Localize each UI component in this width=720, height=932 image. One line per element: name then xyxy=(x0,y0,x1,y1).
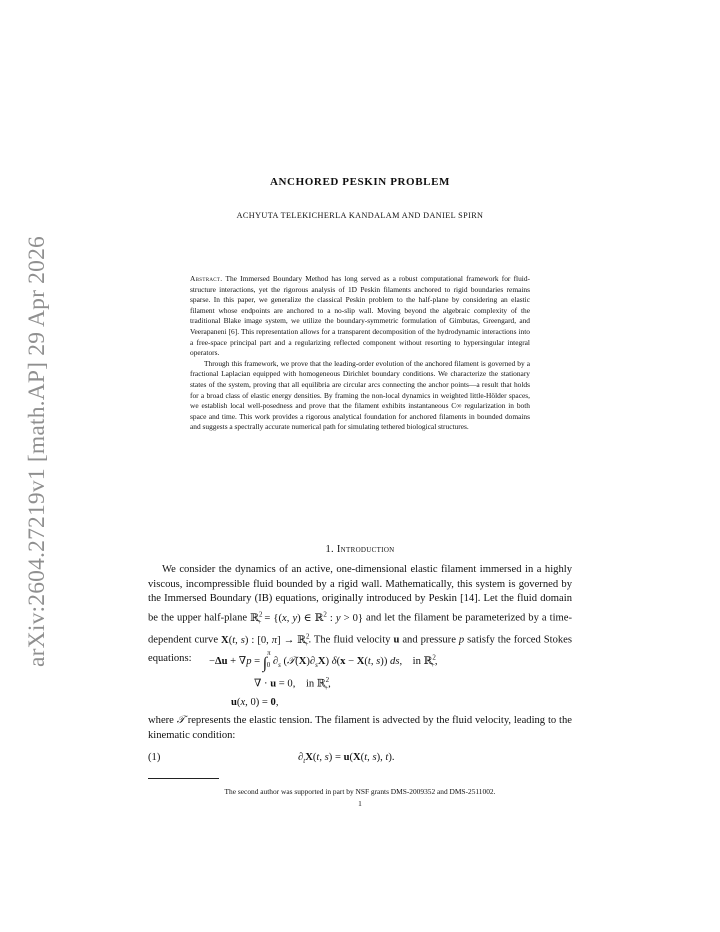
footnote-rule xyxy=(148,778,219,779)
section-heading xyxy=(0,544,720,555)
footnote: The second author was supported in part by NSF grants DMS-2009352 and DMS-2511002. xyxy=(224,787,496,796)
math-curve: X(t, s) : [0, π] → ℝ$^2_+$ xyxy=(221,632,310,649)
after-equations-paragraph xyxy=(148,714,572,743)
intro-text-5: satisfy the forced Stokes equations: xyxy=(148,634,573,664)
intro-text-3: . The fluid velocity xyxy=(308,634,391,646)
abstract-heading: Abstract. xyxy=(190,274,223,283)
math-half-plane: ℝ$^2_+$ = {(x, y) ∈ ℝ$^2$ : y > 0} xyxy=(250,610,363,626)
arxiv-identifier-text: arXiv:2604.27219v1 [math.AP] 29 Apr 2026 xyxy=(23,235,50,667)
equation-stokes-momentum: −Δu + ∇p = ∫$^\pi_0$ $\partial_s$ $(𝒯(X)\partial_sX) \delta(x - X(t$, s)) ds, in ℝ$^2_+$, xyxy=(209,649,438,672)
section-title: Introduction xyxy=(336,544,395,555)
intro-text-4: and pressure xyxy=(402,634,456,646)
intro-text-2: and let the filament be parameterized by a time-dependent curve xyxy=(148,612,573,646)
after-text-2: represents the elastic tension. The filament is advected by the fluid velocity, leading to the kinematic condition: xyxy=(148,715,572,741)
math-tension: 𝒯 xyxy=(176,715,185,726)
arxiv-identifier xyxy=(18,235,56,667)
math-u: u xyxy=(393,634,400,646)
after-text-1: where xyxy=(148,715,174,726)
abstract-text-1: The Immersed Boundary Method has long served as a robust computational framework for fluid-structure interactions, yet the rigorous analysis of 1D Peskin filaments anchored to rigid boundaries remains sparse. In this paper, we generalize the classical Peskin problem to the half-plane by considering an elastic filament whose endpoints are anchored to a no-slip wall. Moving beyond the algebraic complexity of the traditional Blake image system, we utilize the boundary-symmetric formulation of Gimbutas, Greengard, and Veerapaneni [6]. This representation allows for a transparent decomposition of the hydrodynamic interactions into a free-space principal part and a regularizing reflected component without resorting to hypersingular integral operators. xyxy=(190,274,530,358)
abstract xyxy=(190,274,530,433)
section-number: 1. xyxy=(325,544,334,555)
equation-kinematic: $\partial_tX(t$, s) = u(X(t, s), t). xyxy=(298,752,395,766)
paper-authors: ACHYUTA TELEKICHERLA KANDALAM AND DANIEL SPIRN xyxy=(236,211,484,220)
math-p: p xyxy=(458,634,465,646)
intro-text-1: We consider the dynamics of an active, one-dimensional elastic filament immersed in a highly viscous, incompressible fluid bounded by a rigid wall. Mathematically, this system is governed by the Immersed Boundary (IB) equations, originally introduced by Peskin [14]. Let the fluid domain be the upper half-plane xyxy=(148,564,572,624)
page-number: 1 xyxy=(358,799,362,808)
equation-incompressibility: ∇ · u = 0, in ℝ$^2_+$, xyxy=(254,676,331,692)
paper-title: ANCHORED PESKIN PROBLEM xyxy=(269,176,451,188)
equation-boundary-condition: u(x, 0) = 0, xyxy=(231,697,279,708)
abstract-paragraph-1 xyxy=(190,274,530,359)
abstract-paragraph-2: Through this framework, we prove that the leading-order evolution of the anchored filament is governed by a fractional Laplacian equipped with homogeneous Dirichlet boundary conditions. We characterize the stationary states of the system, proving that all equilibria are circular arcs connecting the anchor points—a result that holds for a broad class of elastic energy densities. By framing the non-local dynamics in weighted little-Hölder spaces, we establish local well-posedness and prove that the filament exhibits instantaneous C∞ regularization in both space and time. This work provides a rigorous analytical foundation for anchored filaments in bounded domains and suggests a spectrally accurate numerical path for simulating tethered biological structures. xyxy=(190,358,530,432)
equation-number: (1) xyxy=(148,752,161,763)
